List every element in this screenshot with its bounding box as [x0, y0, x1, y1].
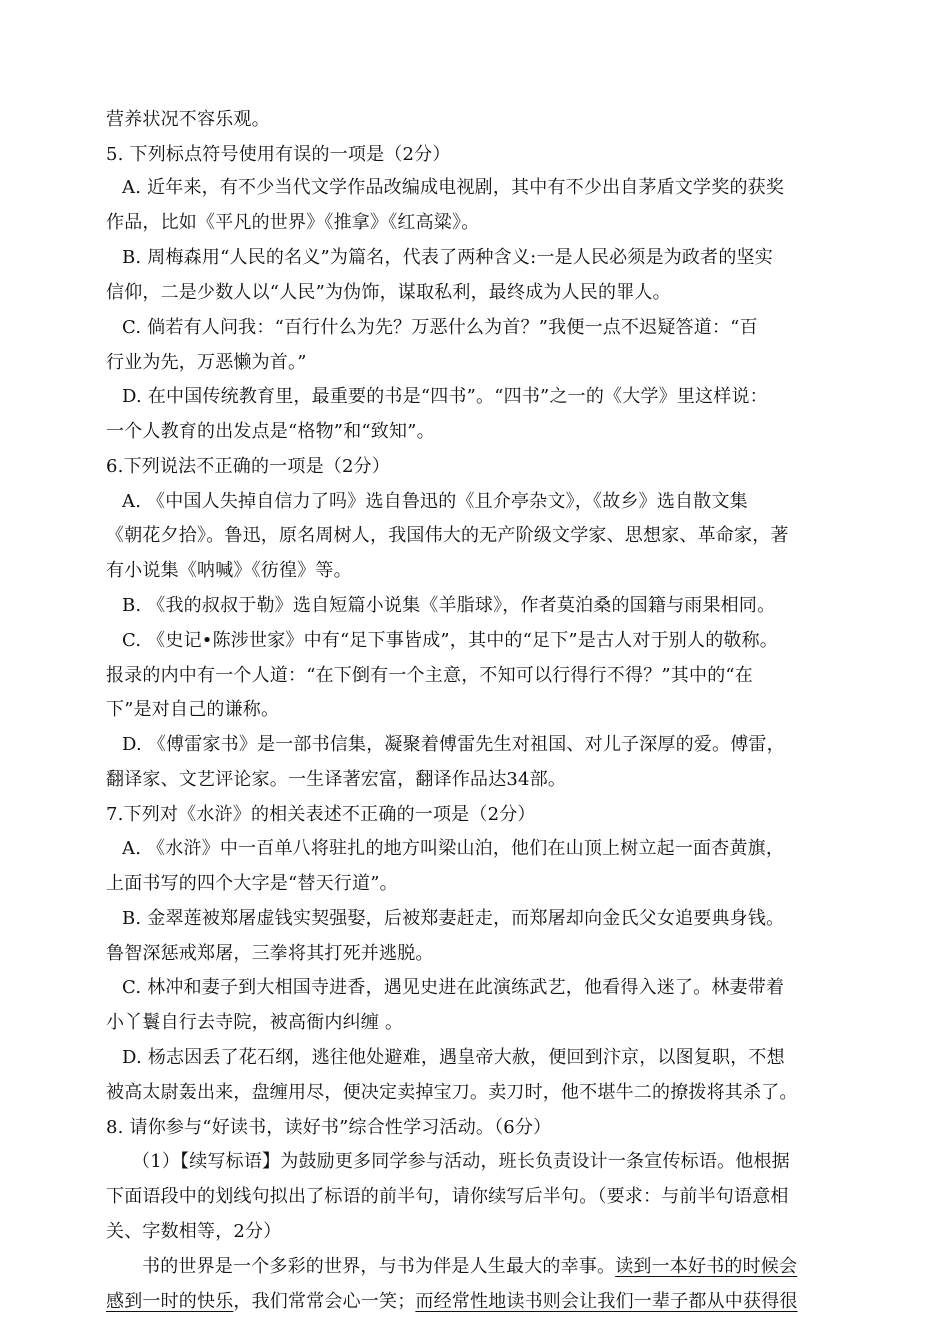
text-line: 营养状况不容乐观。: [106, 109, 270, 130]
underlined-sentence: 读到一本好书的时候会: [615, 1256, 798, 1277]
text-line: 鲁智深惩戒郑屠，三拳将其打死并逃脱。: [106, 943, 434, 964]
q7-option-b: B. 金翠莲被郑屠虚钱实契强娶，后被郑妻赶走，而郑屠却向金氏父女追要典身钱。: [122, 908, 785, 929]
q6-option-b: B. 《我的叔叔于勒》选自短篇小说集《羊脂球》，作者莫泊桑的国籍与雨果相同。: [122, 595, 776, 616]
text-line: 下”是对自己的谦称。: [106, 699, 280, 720]
text-line: 行业为先，万恶懒为首。”: [106, 352, 307, 373]
q6-option-c: C. 《史记•陈涉世家》中有“足下事皆成”，其中的“足下”是古人对于别人的敬称。: [122, 630, 778, 651]
question-7-heading: 7.下列对《水浒》的相关表述不正确的一项是（2分）: [106, 804, 536, 825]
passage-line-2: [106, 1284, 850, 1320]
text-line: 一个人教育的出发点是“格物”和“致知”。: [106, 421, 435, 442]
text-line: 《朝花夕拾》。鲁迅，原名周树人，我国伟大的无产阶级文学家、思想家、革命家，著: [106, 525, 789, 546]
underlined-sentence: 感到一时的快乐: [106, 1291, 234, 1312]
text-line: 作品，比如《平凡的世界》《推拿》《红高粱》。: [106, 212, 480, 233]
q6-option-d: D. 《傅雷家书》是一部书信集，凝聚着傅雷先生对祖国、对儿子深厚的爱。傅雷，: [122, 734, 785, 755]
q5-option-a: A. 近年来，有不少当代文学作品改编成电视剧，其中有不少出自茅盾文学奖的获奖: [122, 177, 785, 198]
q7-option-a: A. 《水浒》中一百单八将驻扎的地方叫梁山泊，他们在山顶上树立起一面杏黄旗，: [122, 838, 785, 859]
q5-option-c: C. 倘若有人问我：“百行什么为先？万恶什么为首？”我便一点不迟疑答道：“百: [122, 317, 758, 338]
passage-text: ，我们常常会心一笑；: [233, 1291, 416, 1312]
text-line: 上面书写的四个大字是“替天行道”。: [106, 873, 398, 894]
q7-option-c: C. 林冲和妻子到大相国寺进香，遇见史进在此演练武艺，他看得入迷了。林妻带着: [122, 977, 785, 998]
question-8-heading: 8. 请你参与“好读书，读好书”综合性学习活动。（6分）: [106, 1117, 552, 1138]
text-line: 关、字数相等，2分）: [106, 1221, 282, 1242]
q5-option-d: D. 在中国传统教育里，最重要的书是“四书”。“四书”之一的《大学》里这样说：: [122, 386, 768, 407]
underlined-sentence: 而经常性地读书则会让我们一辈子都从中获得很: [415, 1291, 798, 1312]
text-line: 下面语段中的划线句拟出了标语的前半句，请你续写后半句。（要求：与前半句语意相: [106, 1186, 789, 1207]
question-6-heading: 6.下列说法不正确的一项是（2分）: [106, 456, 391, 477]
text-line: 翻译家、文艺评论家。一生译著宏富，翻译作品达34部。: [106, 769, 567, 790]
question-5-heading: 5. 下列标点符号使用有误的一项是（2分）: [106, 144, 451, 165]
passage-line-1: [142, 1249, 850, 1285]
q8-sub-1: （1）【续写标语】为鼓励更多同学参与活动，班长负责设计一条宣传标语。他根据: [132, 1151, 790, 1172]
text-line: 信仰，二是少数人以“人民”为伪饰，谋取私利，最终成为人民的罪人。: [106, 282, 671, 303]
passage-text: 书的世界是一个多彩的世界，与书为伴是人生最大的幸事。: [142, 1256, 616, 1277]
q7-option-d: D. 杨志因丢了花石纲，逃往他处避难，遇皇帝大赦，便回到汴京，以图复职，不想: [122, 1047, 785, 1068]
text-line: 被高太尉轰出来，盘缠用尽，便决定卖掉宝刀。卖刀时，他不堪牛二的撩拨将其杀了。: [106, 1082, 798, 1103]
q6-option-a: A. 《中国人失掉自信力了吗》选自鲁迅的《且介亭杂文》，《故乡》选自散文集: [122, 491, 748, 512]
q5-option-b: B. 周梅森用“人民的名义”为篇名，代表了两种含义:一是人民必须是为政者的坚实: [122, 247, 773, 268]
text-line: 报录的内中有一个人道：“在下倒有一个主意，不知可以行得行不得？”其中的“在: [106, 665, 754, 686]
text-line: 小丫鬟自行去寺院，被高衙内纠缠 。: [106, 1012, 404, 1033]
text-line: 有小说集《呐喊》《彷徨》等。: [106, 560, 352, 581]
